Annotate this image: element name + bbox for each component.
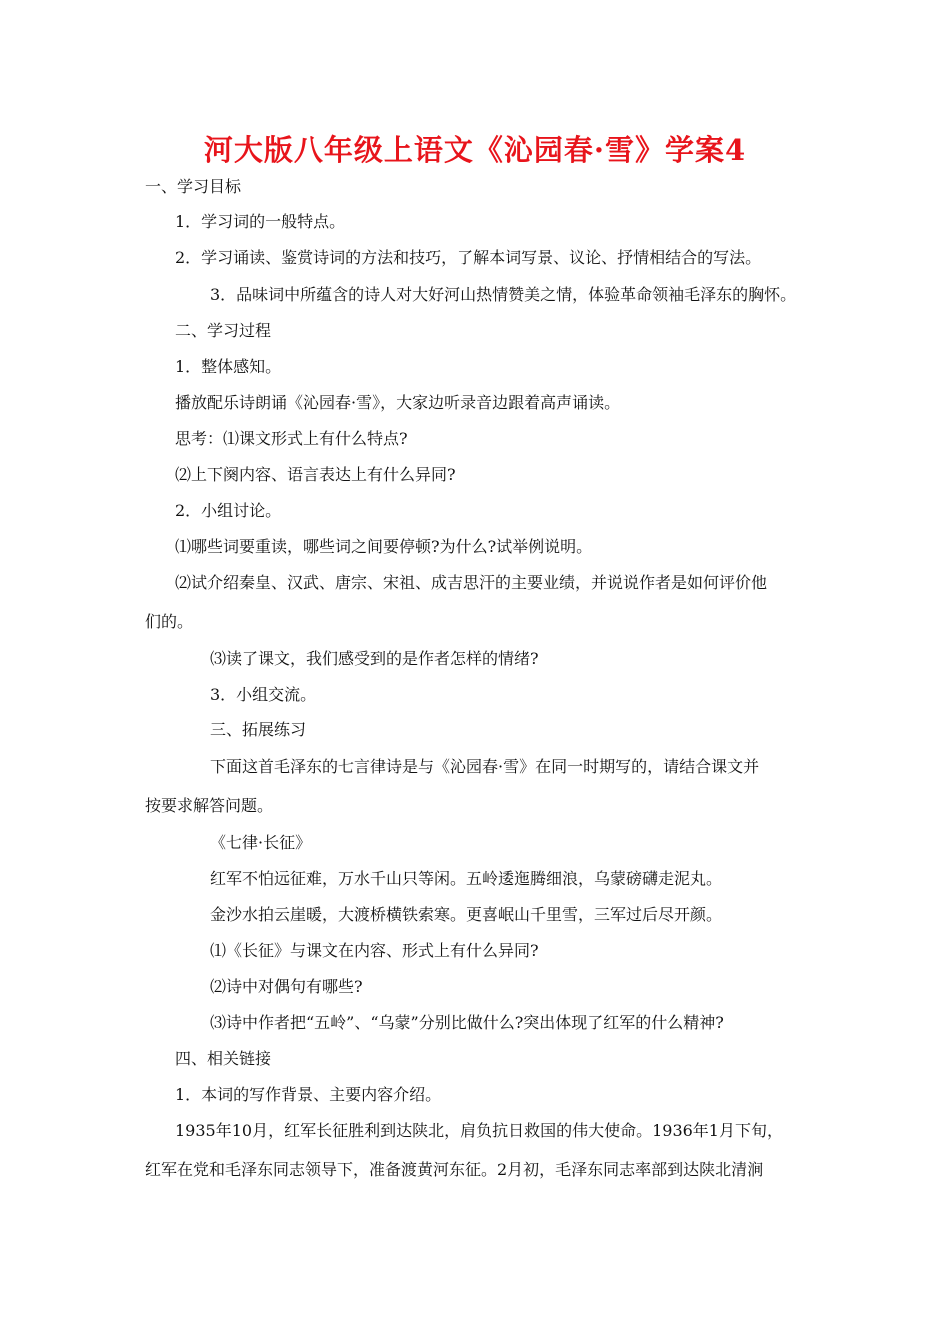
paragraph-line: 1．本词的写作背景、主要内容介绍。 [175, 1085, 442, 1104]
paragraph-line: ⑵诗中对偶句有哪些? [210, 977, 363, 996]
section-heading: 四、相关链接 [175, 1049, 272, 1068]
paragraph-line: 1935年10月，红军长征胜利到达陕北，肩负抗日救国的伟大使命。1936年1月下旬， [175, 1121, 783, 1140]
paragraph-line: 3．品味词中所蕴含的诗人对大好河山热情赞美之情，体验革命领袖毛泽东的胸怀。 [210, 285, 797, 304]
document-title: 河大版八年级上语文《沁园春·雪》学案4 [203, 133, 747, 167]
poem-title: 《七律·长征》 [210, 833, 312, 852]
paragraph-line: 1．整体感知。 [175, 357, 282, 376]
paragraph-line: ⑴哪些词要重读，哪些词之间要停顿?为什么?试举例说明。 [175, 537, 593, 556]
paragraph-line: 播放配乐诗朗诵《沁园春·雪》，大家边听录音边跟着高声诵读。 [175, 393, 621, 412]
paragraph-line: ⑴《长征》与课文在内容、形式上有什么异同? [210, 941, 539, 960]
paragraph-line: ⑶读了课文，我们感受到的是作者怎样的情绪? [210, 649, 539, 668]
section-heading: 一、学习目标 [145, 177, 242, 196]
paragraph-line: 思考：⑴课文形式上有什么特点? [175, 429, 408, 448]
paragraph-line: 2．小组讨论。 [175, 501, 282, 520]
poem-line: 红军不怕远征难，万水千山只等闲。五岭逶迤腾细浪，乌蒙磅礴走泥丸。 [210, 869, 723, 888]
paragraph-line: 1．学习词的一般特点。 [175, 212, 346, 231]
section-heading: 三、拓展练习 [210, 720, 307, 739]
paragraph-line: 3．小组交流。 [210, 685, 317, 704]
paragraph-line: 红军在党和毛泽东同志领导下，准备渡黄河东征。2月初，毛泽东同志率部到达陕北清涧 [145, 1160, 764, 1179]
paragraph-line: 下面这首毛泽东的七言律诗是与《沁园春·雪》在同一时期写的，请结合课文并 [210, 757, 760, 776]
paragraph-line: ⑵试介绍秦皇、汉武、唐宗、宋祖、成吉思汗的主要业绩，并说说作者是如何评价他 [175, 573, 768, 592]
paragraph-line: ⑶诗中作者把“五岭”、“乌蒙”分别比做什么?突出体现了红军的什么精神? [210, 1013, 724, 1032]
paragraph-line: ⑵上下阕内容、语言表达上有什么异同? [175, 465, 456, 484]
poem-line: 金沙水拍云崖暖，大渡桥横铁索寒。更喜岷山千里雪，三军过后尽开颜。 [210, 905, 723, 924]
paragraph-line: 2．学习诵读、鉴赏诗词的方法和技巧，了解本词写景、议论、抒情相结合的写法。 [175, 248, 762, 267]
section-heading: 二、学习过程 [175, 321, 272, 340]
paragraph-line: 们的。 [145, 612, 194, 631]
paragraph-line: 按要求解答问题。 [145, 796, 274, 815]
